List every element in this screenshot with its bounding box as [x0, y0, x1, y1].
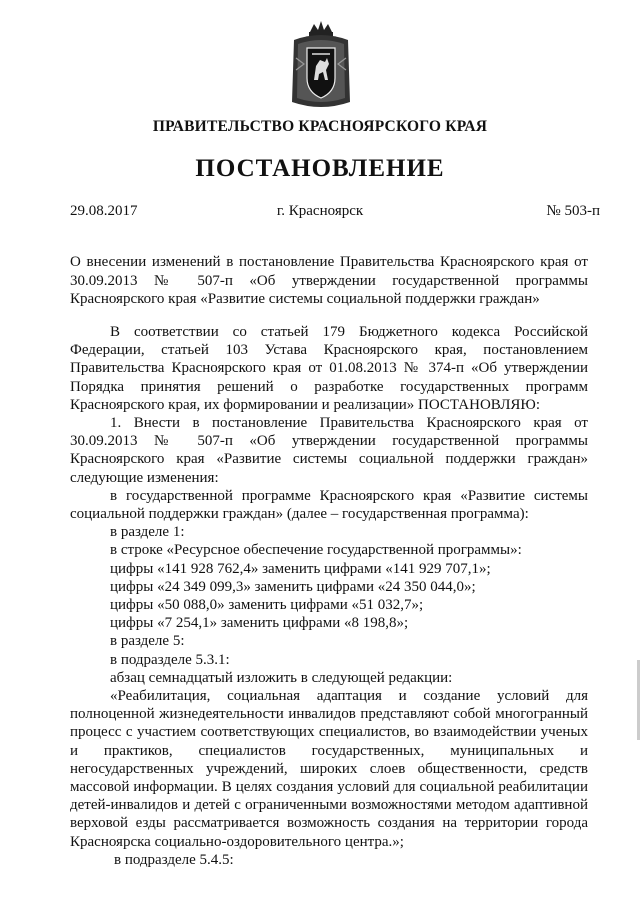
figures-line-4: цифры «7 254,1» заменить цифрами «8 198,8»;	[110, 615, 409, 632]
document-body	[70, 323, 588, 869]
preamble-paragraph: В соответствии со статьей 179 Бюджетного кодекса Российской Федерации, статьей 103 Устава Красноярского края, постановлением Правительства Красноярского края от 01.08.2013 № 374-п «Об утверждении Порядка принятия решений о разработке государственных программ Красноярского края, их формировании и реализации» ПОСТАНОВЛЯЮ:	[70, 324, 588, 413]
figures-line-2: цифры «24 349 099,3» заменить цифрами «24 350 044,0»;	[110, 578, 476, 595]
subsection-531-line: в подразделе 5.3.1:	[110, 651, 230, 668]
document-type-title: ПОСТАНОВЛЕНИЕ	[195, 155, 445, 182]
quoted-text-paragraph: «Реабилитация, социальная адаптация и создание условий для полноценной жизнедеятельности инвалидов представляют собой многогранный процесс с участием соответствующих специалистов, во взаимодействии ученых и практиков, специалистов государственных, муниципальных и негосударственных учреждений, широких слоев общественности, средств массовой информации. В целях создания условий для социальной реабилитации детей-инвалидов и детей с ограниченными возможностями методом адаптивной верховой езды рассматривается возможность создания на территории города Красноярска социально-оздоровительного центра.»;	[70, 688, 588, 850]
section-1-line: в разделе 1:	[110, 524, 185, 541]
subsection-545-line: в подразделе 5.4.5:	[114, 851, 234, 868]
resources-row-line: в строке «Ресурсное обеспечение государственной программы»:	[110, 542, 522, 559]
government-title: ПРАВИТЕЛЬСТВО КРАСНОЯРСКОГО КРАЯ	[152, 118, 488, 135]
document-city: г. Красноярск	[276, 203, 364, 219]
document-number: № 503-п	[546, 203, 600, 219]
paragraph-17-line: абзац семнадцатый изложить в следующей редакции:	[110, 669, 453, 686]
document-subject: О внесении изменений в постановление Правительства Красноярского края от 30.09.2013 № 507-п «Об утверждении государственной программы Красноярского края «Развитие системы социальной поддержки граждан»	[70, 254, 588, 307]
document-date: 29.08.2017	[70, 203, 138, 219]
coat-of-arms-emblem	[290, 18, 352, 114]
program-paragraph: в государственной программе Красноярского края «Развитие системы социальной поддержки граждан» (далее – государственная программа):	[70, 487, 588, 523]
item-1-paragraph: 1. Внести в постановление Правительства Красноярского края от 30.09.2013 № 507-п «Об утверждении государственной программы Красноярского края «Развитие системы социальной поддержки граждан» следующие изменения:	[70, 415, 588, 486]
section-5-line: в разделе 5:	[110, 633, 185, 650]
figures-line-3: цифры «50 088,0» заменить цифрами «51 032,7»;	[110, 597, 424, 614]
figures-line-1: цифры «141 928 762,4» заменить цифрами «141 929 707,1»;	[110, 560, 491, 577]
